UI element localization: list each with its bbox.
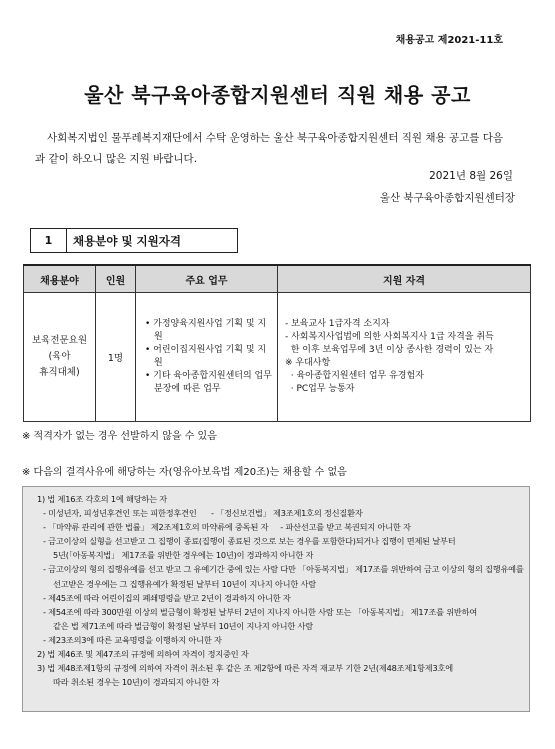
list-item: · PC업무 능통자 (285, 384, 355, 394)
reason-line: 따라 취소된 경우는 10년)이 경과되지 아니한 자 (53, 677, 220, 688)
reason-line: - 미성년자, 피성년후견인 또는 피한정후견인 - 「정신보건법」 제3조제1호의 정신질환자 (43, 508, 363, 519)
header-field: 채용분야 (24, 265, 96, 293)
list-item: 한 이후 보육업무에 3년 이상 종사한 경력이 있는 자 (285, 345, 494, 355)
note-no-qualified: ※ 적격자가 없는 경우 선발하지 않을 수 있음 (22, 431, 217, 442)
reason-line: 2) 법 제46조 및 제47조의 규정에 의하여 자격이 정지중인 자 (37, 649, 249, 660)
list-item: - 보육교사 1급자격 소지자 (285, 319, 390, 329)
reason-line: 선고받은 경우에는 그 집행유예가 확정된 날부터 10년이 지나지 아니한 사람 (53, 578, 316, 589)
signer: 울산 북구육아종합지원센터장 (379, 192, 515, 204)
reason-line: - 금고이상의 형의 집행유예를 선고 받고 그 유예기간 중에 있는 사람 다만 「아동복지법」 제17조를 위반하여 금고 이상의 형의 집행유예를 (43, 564, 524, 575)
reason-line: - 제54조에 따라 300만원 이상의 벌금형이 확정된 날부터 2년이 지나지 아니한 사람 또는 「아동복지법」 제17조를 위반하여 (43, 606, 478, 617)
reason-line: 3) 법 제48조제1항의 규정에 의하여 자격이 취소된 후 같은 조 제2항에 따른 자격 재교부 기한 2년(제48조제1항제3호에 (37, 663, 453, 674)
intro-paragraph: 사회복지법인 물푸레복지재단에서 수탁 운영하는 울산 북구육아종합지원센터 직원 채용 공고를 다음과 같이 하오니 많은 지원 바랍니다. (35, 132, 504, 165)
reason-line: - 제45조에 따라 어린이집의 폐쇄명령을 받고 2년이 경과하지 아니한 자 (43, 592, 291, 603)
list-item: • 어린이집지원사업 기획 및 지원 (145, 345, 267, 368)
cell-count: 1명 (96, 293, 136, 422)
page-title: 울산 북구육아종합지원센터 직원 채용 공고 (84, 83, 471, 107)
section-number: 1 (30, 228, 67, 253)
cell-field: 보육전문요원 (육아 휴직대체) (24, 293, 96, 422)
table-row (24, 293, 531, 422)
disqualification-box (22, 486, 530, 712)
notice-number: 채용공고 제2021-11호 (395, 35, 503, 46)
cell-duties (136, 293, 278, 422)
section-title: 채용분야 및 지원자격 (66, 228, 238, 253)
list-item: - 사회복지사업법에 의한 사회복지사 1급 자격을 취득 (285, 332, 494, 342)
note-disqualification: ※ 다음의 결격사유에 해당하는 자(영유아보육법 제20조)는 채용할 수 없음 (22, 467, 347, 478)
header-qualifications: 지원 자격 (278, 265, 531, 293)
reason-line: 1) 법 제16조 각호의 1에 해당하는 자 (37, 494, 167, 504)
list-item: · 육아종합지원센터 업무 유경험자 (285, 371, 424, 381)
reason-line: - 「마약류 관리에 관한 법률」 제2조제1호의 마약류에 중독된 자 - 파산선고를 받고 복권되지 아니한 자 (43, 522, 411, 533)
list-item: ※ 우대사항 (285, 358, 331, 368)
reason-line: 5년(「아동복지법」 제17조를 위반한 경우에는 10년)이 경과하지 아니한 자 (53, 550, 314, 561)
recruitment-table (23, 264, 531, 422)
list-item: • 기타 육아종합지원센터의 업무 분장에 따른 업무 (145, 371, 272, 394)
header-count: 인원 (96, 265, 136, 293)
reason-line: - 제23조의3에 따른 교육명령을 이행하지 아니한 자 (43, 634, 222, 645)
notice-date: 2021년 8월 26일 (429, 170, 513, 182)
reason-line: 같은 법 제71조에 따라 벌금형이 확정된 날부터 10년이 지나지 아니한 사람 (53, 620, 313, 631)
reason-line: - 금고이상의 실형을 선고받고 그 집행이 종료(집행이 종료된 것으로 보는 경우를 포함한다)되거나 집행이 면제된 날부터 (43, 536, 456, 547)
cell-qualifications (278, 293, 531, 422)
header-duties: 주요 업무 (136, 265, 278, 293)
list-item: • 가정양육지원사업 기획 및 지원 (145, 319, 267, 342)
